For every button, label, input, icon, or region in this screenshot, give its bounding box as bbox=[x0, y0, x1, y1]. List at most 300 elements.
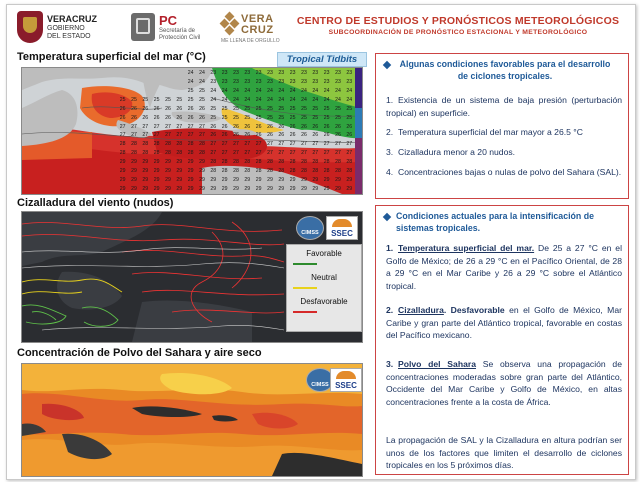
sst-value: 23 bbox=[335, 79, 341, 86]
sst-value: 28 bbox=[255, 167, 262, 174]
sst-value: 26 bbox=[301, 132, 307, 139]
sst-value: 29 bbox=[278, 176, 285, 183]
sst-value: 26 bbox=[187, 105, 194, 112]
sst-value: 25 bbox=[187, 96, 194, 103]
sst-value: 26 bbox=[210, 123, 217, 130]
sst-value: 27 bbox=[301, 141, 307, 148]
sst-value: 27 bbox=[267, 150, 273, 157]
sst-value: 27 bbox=[119, 123, 126, 130]
sst-value: 26 bbox=[278, 123, 285, 130]
sst-value: 23 bbox=[346, 70, 353, 77]
condition-text-2: Temperatura superficial del mar mayor a 26.5 °C bbox=[398, 127, 583, 137]
sst-value: 23 bbox=[267, 70, 273, 77]
sst-value: 26 bbox=[289, 132, 296, 139]
sst-value: 25 bbox=[131, 96, 137, 103]
sst-value: 26 bbox=[142, 114, 149, 121]
sst-value: 28 bbox=[323, 167, 330, 174]
sst-value: 27 bbox=[199, 132, 205, 139]
sst-value: 27 bbox=[176, 132, 183, 139]
sst-map bbox=[21, 67, 363, 195]
sst-value: 28 bbox=[165, 150, 171, 157]
sst-value: 25 bbox=[187, 88, 194, 95]
sst-value: 29 bbox=[323, 176, 330, 183]
sst-value: 29 bbox=[210, 176, 217, 183]
sst-value: 27 bbox=[131, 132, 137, 139]
sst-value: 23 bbox=[323, 70, 330, 77]
sst-value: 26 bbox=[131, 114, 137, 121]
sst-value: 25 bbox=[267, 114, 273, 121]
sst-value: 28 bbox=[278, 167, 285, 174]
sst-value: 25 bbox=[323, 114, 330, 121]
sst-value: 29 bbox=[233, 185, 239, 192]
sst-value: 24 bbox=[346, 96, 353, 103]
sst-value: 27 bbox=[153, 132, 160, 139]
sst-value: 28 bbox=[119, 150, 126, 157]
logo-veracruz-line1: VERACRUZ bbox=[47, 14, 98, 24]
sst-value: 28 bbox=[233, 158, 239, 165]
sst-value: 24 bbox=[221, 88, 228, 95]
sst-value: 29 bbox=[233, 176, 239, 183]
sst-value: 23 bbox=[210, 79, 217, 86]
logo-pc-line1: Secretaría de bbox=[159, 28, 196, 34]
sst-value: 23 bbox=[233, 70, 239, 77]
sst-value: 25 bbox=[267, 105, 273, 112]
condition-num-2: 2. bbox=[386, 127, 394, 137]
current-num-2: 2. bbox=[386, 305, 394, 315]
sst-value: 24 bbox=[267, 96, 273, 103]
sst-value: 25 bbox=[244, 114, 251, 121]
sst-value: 27 bbox=[312, 150, 319, 157]
current-num-1: 1. bbox=[386, 243, 394, 253]
current-label-sal: Polvo del Sahara bbox=[398, 359, 476, 369]
sst-value: 29 bbox=[176, 167, 183, 174]
sst-value: 23 bbox=[255, 79, 262, 86]
sst-value: 28 bbox=[335, 167, 341, 174]
sst-value: 29 bbox=[187, 167, 194, 174]
sst-value: 24 bbox=[244, 96, 251, 103]
sst-value: 28 bbox=[142, 150, 149, 157]
sst-value: 28 bbox=[244, 158, 251, 165]
sst-value: 29 bbox=[335, 185, 341, 192]
sst-value: 28 bbox=[255, 158, 262, 165]
condition-text-4: Concentraciones bajas o nulas de polvo del Sahara (SAL). bbox=[398, 167, 622, 177]
sst-value: 28 bbox=[244, 167, 251, 174]
sst-value: 27 bbox=[267, 141, 273, 148]
sst-value: 29 bbox=[153, 158, 160, 165]
sst-value: 28 bbox=[335, 158, 341, 165]
sst-value: 29 bbox=[142, 185, 149, 192]
sst-value: 27 bbox=[346, 150, 353, 157]
sst-value: 28 bbox=[153, 141, 160, 148]
sst-value: 27 bbox=[221, 141, 228, 148]
favorable-conditions-heading: Algunas condiciones favorables para el desarrollo de ciclones tropicales. bbox=[399, 59, 611, 81]
sst-value: 25 bbox=[199, 88, 205, 95]
sst-value: 28 bbox=[221, 158, 228, 165]
sst-value: 24 bbox=[278, 88, 285, 95]
condition-item-3 bbox=[386, 146, 622, 159]
sst-value: 28 bbox=[267, 167, 273, 174]
sst-value: 29 bbox=[187, 176, 194, 183]
sst-value: 24 bbox=[255, 88, 262, 95]
sst-value: 23 bbox=[289, 79, 296, 86]
sst-value: 23 bbox=[244, 70, 251, 77]
cimss-label: CIMSS bbox=[301, 230, 319, 236]
sst-value: 27 bbox=[346, 141, 353, 148]
sst-value: 25 bbox=[278, 105, 285, 112]
sst-value: 29 bbox=[346, 176, 353, 183]
sst-value: 29 bbox=[244, 176, 251, 183]
sst-value: 26 bbox=[244, 132, 251, 139]
sst-value: 23 bbox=[210, 70, 217, 77]
sst-value: 29 bbox=[187, 158, 194, 165]
sst-value: 24 bbox=[199, 79, 205, 86]
sst-value: 24 bbox=[323, 88, 330, 95]
sst-value: 27 bbox=[323, 141, 330, 148]
sst-value: 28 bbox=[210, 167, 217, 174]
condition-item-4 bbox=[386, 166, 622, 179]
sst-value: 24 bbox=[335, 88, 341, 95]
sst-value: 24 bbox=[301, 96, 307, 103]
current-conditions-box bbox=[375, 205, 629, 475]
sst-value: 29 bbox=[312, 176, 319, 183]
shear-legend bbox=[286, 244, 362, 332]
sst-value: 27 bbox=[233, 141, 239, 148]
sst-value: 26 bbox=[335, 123, 341, 130]
sst-value: 26 bbox=[153, 114, 160, 121]
current-num-3: 3. bbox=[386, 359, 394, 369]
sst-value: 29 bbox=[199, 185, 205, 192]
sst-value: 25 bbox=[301, 105, 307, 112]
sst-value: 27 bbox=[221, 150, 228, 157]
sst-value: 29 bbox=[165, 167, 171, 174]
sst-value: 23 bbox=[255, 70, 262, 77]
sst-value: 25 bbox=[301, 114, 307, 121]
sst-value: 25 bbox=[233, 114, 239, 121]
ssec-label-2: SSEC bbox=[335, 381, 357, 390]
sst-value: 29 bbox=[131, 158, 137, 165]
sst-value: 27 bbox=[187, 132, 194, 139]
ssec-logo bbox=[326, 216, 358, 240]
bulletin-page bbox=[6, 4, 636, 480]
sst-value: 25 bbox=[199, 96, 205, 103]
current-status-shear: . Desfavorable bbox=[443, 305, 505, 315]
sst-value: 23 bbox=[301, 70, 307, 77]
tropical-tidbits-badge: Tropical Tidbits bbox=[277, 52, 367, 67]
cimss-label-2: CIMSS bbox=[311, 382, 329, 388]
sst-value: 26 bbox=[346, 132, 353, 139]
sst-value: 24 bbox=[267, 88, 273, 95]
condition-text-3: Cizalladura menor a 20 nudos. bbox=[398, 147, 516, 157]
sst-value: 27 bbox=[289, 150, 296, 157]
sst-value: 24 bbox=[210, 96, 217, 103]
sst-value: 24 bbox=[278, 96, 285, 103]
sst-value: 26 bbox=[187, 114, 194, 121]
sst-value: 29 bbox=[142, 167, 149, 174]
sst-value: 24 bbox=[323, 96, 330, 103]
sst-value: 29 bbox=[267, 185, 273, 192]
sst-value: 26 bbox=[176, 114, 183, 121]
sst-value: 29 bbox=[165, 158, 171, 165]
header bbox=[7, 5, 635, 49]
sst-value: 26 bbox=[176, 105, 183, 112]
sst-value: 25 bbox=[289, 105, 296, 112]
sst-value: 26 bbox=[278, 132, 285, 139]
sst-value: 29 bbox=[153, 167, 160, 174]
sst-value: 29 bbox=[301, 185, 307, 192]
sst-value: 28 bbox=[301, 158, 307, 165]
sst-value: 23 bbox=[278, 79, 285, 86]
sst-value: 29 bbox=[267, 176, 273, 183]
current-text-sal: Se observa una propagación de concentraciones moderadas sobre gran parte del Atlántico, Occidente del Mar Caribe y Golfo de México, en altas concentraciones frente a la costa de África. bbox=[386, 359, 622, 407]
sst-value: 28 bbox=[142, 141, 149, 148]
sst-value: 28 bbox=[312, 158, 319, 165]
sst-value: 29 bbox=[142, 176, 149, 183]
sst-value: 27 bbox=[142, 132, 149, 139]
legend-neutral-label: Neutral bbox=[311, 273, 337, 282]
sst-value: 29 bbox=[119, 158, 126, 165]
current-item-sal bbox=[386, 358, 622, 408]
logo-pc-abbr: PC bbox=[159, 13, 178, 28]
sst-value: 26 bbox=[312, 123, 319, 130]
sst-value: 23 bbox=[244, 79, 251, 86]
logo-veracruz-line2: GOBIERNO bbox=[47, 25, 85, 32]
saharan-dust-map bbox=[21, 363, 363, 477]
brand-deco-icon bbox=[221, 13, 239, 35]
sst-value: 24 bbox=[301, 88, 307, 95]
sst-value: 24 bbox=[335, 96, 341, 103]
sst-value: 23 bbox=[346, 79, 353, 86]
sst-value: 29 bbox=[244, 185, 251, 192]
sst-value: 27 bbox=[165, 132, 171, 139]
condition-text-1: Existencia de un sistema de baja presión (perturbación tropical) en superficie. bbox=[386, 95, 622, 118]
sst-value: 24 bbox=[289, 96, 296, 103]
sst-value: 28 bbox=[323, 158, 330, 165]
sst-value: 23 bbox=[233, 79, 239, 86]
page-title: CENTRO DE ESTUDIOS Y PRONÓSTICOS METEOROLÓGICOS bbox=[296, 15, 620, 27]
sst-value: 26 bbox=[199, 114, 205, 121]
ssec-label: SSEC bbox=[331, 229, 353, 238]
sst-value: 24 bbox=[187, 79, 194, 86]
sst-value: 25 bbox=[346, 114, 353, 121]
bullet-diamond-icon-2 bbox=[383, 213, 391, 221]
sst-value: 27 bbox=[119, 132, 126, 139]
sst-value: 29 bbox=[153, 176, 160, 183]
legend-desfavorable-line bbox=[293, 311, 317, 313]
shear-section-title: Cizalladura del viento (nudos) bbox=[17, 197, 174, 209]
sst-value: 29 bbox=[131, 167, 137, 174]
page-subtitle: SUBCOORDINACIÓN DE PRONÓSTICO ESTACIONAL Y METEOROLÓGICO bbox=[328, 29, 588, 36]
sst-value: 29 bbox=[142, 158, 149, 165]
sst-value: 29 bbox=[323, 185, 330, 192]
sst-value: 27 bbox=[153, 123, 160, 130]
sst-value: 28 bbox=[267, 158, 273, 165]
condition-item-1 bbox=[386, 94, 622, 119]
logo-veracruz-line3: DEL ESTADO bbox=[47, 33, 91, 40]
current-conditions-heading: Condiciones actuales para la intensificación de sistemas tropicales. bbox=[396, 211, 594, 233]
sst-value: 27 bbox=[244, 141, 251, 148]
veracruz-brand-logo bbox=[221, 11, 287, 47]
current-item-sst bbox=[386, 242, 622, 292]
sst-value: 28 bbox=[312, 167, 319, 174]
sst-value: 29 bbox=[346, 185, 353, 192]
sst-value: 29 bbox=[199, 176, 205, 183]
sst-value: 26 bbox=[210, 132, 217, 139]
sst-value: 26 bbox=[267, 132, 273, 139]
sst-value: 29 bbox=[301, 176, 307, 183]
sst-value: 29 bbox=[165, 176, 171, 183]
sst-value: 29 bbox=[335, 176, 341, 183]
sst-value: 25 bbox=[323, 105, 330, 112]
condition-num-1: 1. bbox=[386, 95, 394, 105]
sal-section-title: Concentración de Polvo del Sahara y aire seco bbox=[17, 347, 262, 359]
sst-value: 29 bbox=[176, 185, 183, 192]
sst-value: 29 bbox=[153, 185, 160, 192]
sst-value: 27 bbox=[142, 123, 149, 130]
sst-value: 27 bbox=[255, 141, 262, 148]
sst-value: 26 bbox=[335, 132, 341, 139]
sst-value: 28 bbox=[221, 167, 228, 174]
sst-value: 28 bbox=[199, 150, 205, 157]
sst-value: 24 bbox=[199, 70, 205, 77]
sst-value: 23 bbox=[278, 70, 285, 77]
sst-value: 27 bbox=[323, 150, 330, 157]
sst-value: 26 bbox=[255, 132, 262, 139]
sst-value: 23 bbox=[323, 79, 330, 86]
sst-value: 23 bbox=[289, 70, 296, 77]
sst-value: 24 bbox=[346, 88, 353, 95]
sst-value: 25 bbox=[210, 105, 217, 112]
sst-value: 24 bbox=[255, 96, 262, 103]
sst-value: 26 bbox=[244, 123, 251, 130]
sst-value: 28 bbox=[233, 167, 239, 174]
sst-value: 26 bbox=[301, 123, 307, 130]
sst-value: 28 bbox=[289, 158, 296, 165]
sst-value: 26 bbox=[165, 105, 171, 112]
sst-value: 26 bbox=[233, 132, 239, 139]
sst-value: 27 bbox=[278, 141, 285, 148]
sst-value: 24 bbox=[289, 88, 296, 95]
sst-value: 25 bbox=[289, 114, 296, 121]
ssec-logo-2 bbox=[330, 368, 362, 392]
logo-pc-line2: Protección Civil bbox=[159, 35, 201, 41]
sst-value: 27 bbox=[335, 150, 341, 157]
sst-value: 27 bbox=[176, 123, 183, 130]
sst-value: 26 bbox=[119, 105, 126, 112]
sst-value: 26 bbox=[267, 123, 273, 130]
sst-value: 28 bbox=[131, 141, 137, 148]
sst-value: 23 bbox=[335, 70, 341, 77]
sst-value: 27 bbox=[255, 150, 262, 157]
sst-value: 23 bbox=[221, 70, 228, 77]
sst-value: 26 bbox=[323, 123, 330, 130]
sst-value: 25 bbox=[210, 114, 217, 121]
veracruz-shield-icon bbox=[17, 11, 43, 43]
sst-value: 29 bbox=[278, 185, 285, 192]
favorable-conditions-box bbox=[375, 53, 629, 199]
pc-crest-icon bbox=[131, 13, 155, 41]
proteccion-civil-logo bbox=[131, 11, 217, 45]
sst-value: 28 bbox=[346, 158, 353, 165]
wind-shear-map bbox=[21, 211, 363, 343]
sst-value: 24 bbox=[233, 88, 239, 95]
sst-value: 28 bbox=[176, 141, 183, 148]
sst-value: 27 bbox=[131, 123, 137, 130]
legend-favorable-line bbox=[293, 263, 317, 265]
sst-value: 24 bbox=[244, 88, 251, 95]
sst-value: 29 bbox=[119, 176, 126, 183]
sst-map-graphic bbox=[22, 68, 362, 194]
sst-value: 24 bbox=[221, 96, 228, 103]
sst-value: 27 bbox=[187, 123, 194, 130]
sst-value: 28 bbox=[119, 141, 126, 148]
sst-value: 29 bbox=[289, 185, 296, 192]
legend-favorable-label: Favorable bbox=[306, 249, 342, 258]
sst-value: 29 bbox=[176, 176, 183, 183]
cimss-logo bbox=[296, 216, 324, 240]
sst-value: 25 bbox=[255, 114, 262, 121]
brand-word2: CRUZ bbox=[241, 24, 274, 36]
sst-value: 29 bbox=[289, 176, 296, 183]
sst-value: 27 bbox=[233, 150, 239, 157]
condition-num-4: 4. bbox=[386, 167, 394, 177]
sst-value: 26 bbox=[153, 105, 160, 112]
sst-value: 27 bbox=[312, 141, 319, 148]
sst-value: 25 bbox=[142, 96, 149, 103]
sst-value: 28 bbox=[131, 150, 137, 157]
sst-value: 29 bbox=[131, 185, 137, 192]
sst-value: 29 bbox=[165, 185, 171, 192]
sst-value: 28 bbox=[176, 150, 183, 157]
sst-value: 28 bbox=[278, 158, 285, 165]
sst-value: 25 bbox=[119, 96, 126, 103]
sst-value: 28 bbox=[301, 167, 307, 174]
sst-value: 25 bbox=[335, 105, 341, 112]
sst-value: 28 bbox=[289, 167, 296, 174]
legend-desfavorable-label: Desfavorable bbox=[300, 297, 348, 306]
sst-value: 28 bbox=[153, 150, 160, 157]
sst-value: 26 bbox=[131, 105, 137, 112]
sst-value: 23 bbox=[312, 70, 319, 77]
sst-value: 29 bbox=[187, 185, 194, 192]
sst-value: 26 bbox=[289, 123, 296, 130]
sst-value: 26 bbox=[221, 132, 228, 139]
sst-value: 28 bbox=[210, 158, 217, 165]
sst-value: 29 bbox=[199, 158, 205, 165]
sst-value: 29 bbox=[199, 167, 205, 174]
sst-value: 25 bbox=[165, 96, 171, 103]
sst-value: 25 bbox=[244, 105, 251, 112]
sst-value: 25 bbox=[176, 96, 183, 103]
sst-value: 26 bbox=[199, 105, 205, 112]
sst-value: 29 bbox=[131, 176, 137, 183]
sst-value: 24 bbox=[312, 88, 319, 95]
closing-note: La propagación de SAL y la Cizalladura en altura podrían ser unos de los factores que limiten el desarrollo de ciclones tropicales en los 5 próximos días. bbox=[386, 435, 622, 470]
sst-value: 29 bbox=[221, 185, 228, 192]
sst-value: 23 bbox=[312, 79, 319, 86]
legend-neutral-line bbox=[293, 287, 317, 289]
sst-value: 27 bbox=[289, 141, 296, 148]
sst-value: 25 bbox=[255, 105, 262, 112]
sst-value: 24 bbox=[312, 96, 319, 103]
sst-value: 25 bbox=[312, 114, 319, 121]
sst-value: 26 bbox=[323, 132, 330, 139]
sst-value: 26 bbox=[255, 123, 262, 130]
veracruz-government-logo bbox=[17, 11, 127, 45]
sst-value: 24 bbox=[233, 96, 239, 103]
current-text-shear: en el Golfo de México, Mar Caribe y gran parte del Atlántico tropical, favorable en costas del Pacífico mexicano. bbox=[386, 305, 622, 340]
sst-value: 26 bbox=[346, 123, 353, 130]
current-text-sst: De 25 a 27 °C en el Golfo de México; de 26 a 29 °C en el Pacífico Oriental, de 28 a 29 °C en el Mar Caribe y 26 a 29 °C sobre el Atlántico tropical. bbox=[386, 243, 622, 291]
